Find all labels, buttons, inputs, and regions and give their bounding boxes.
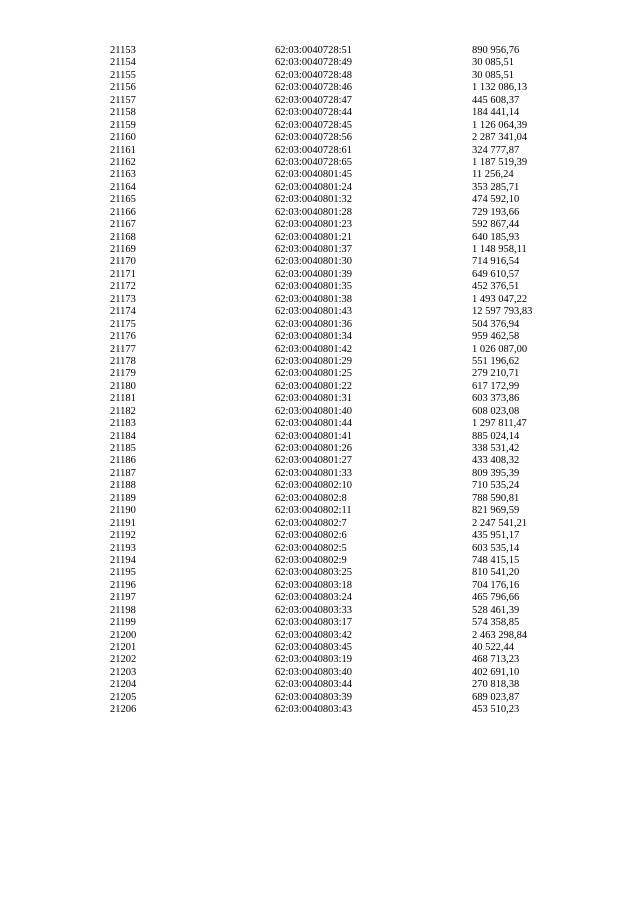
row-number: 21205 bbox=[110, 691, 137, 703]
cadastral-value: 959 462,58 bbox=[472, 331, 520, 343]
row-number: 21201 bbox=[110, 642, 137, 653]
row-number: 21165 bbox=[110, 194, 136, 206]
cadastral-value: 729 193,66 bbox=[472, 206, 520, 218]
table-row bbox=[110, 70, 590, 82]
table-row bbox=[110, 331, 590, 343]
table-row bbox=[110, 145, 590, 157]
cadastral-value: 279 210,71 bbox=[472, 368, 520, 380]
table-row bbox=[110, 219, 590, 231]
cadastral-number: 62:03:0040801:44 bbox=[275, 418, 353, 430]
table-row bbox=[110, 493, 590, 505]
table-row bbox=[110, 269, 590, 281]
row-number: 21155 bbox=[110, 69, 136, 81]
row-number: 21176 bbox=[110, 331, 136, 343]
cadastral-value: 30 085,51 bbox=[472, 69, 514, 81]
row-number: 21181 bbox=[110, 393, 136, 405]
cadastral-value: 445 608,37 bbox=[472, 94, 520, 106]
row-number: 21157 bbox=[110, 94, 136, 106]
row-number: 21202 bbox=[110, 654, 137, 666]
cadastral-value: 435 951,17 bbox=[472, 530, 520, 542]
row-number: 21196 bbox=[110, 579, 136, 591]
cadastral-value: 890 956,76 bbox=[472, 45, 520, 56]
table-row bbox=[110, 543, 590, 555]
table-row bbox=[110, 642, 590, 654]
cadastral-value: 452 376,51 bbox=[472, 281, 520, 293]
table-row bbox=[110, 232, 590, 244]
table-row bbox=[110, 281, 590, 293]
table-row bbox=[110, 381, 590, 393]
cadastral-number: 62:03:0040802:9 bbox=[275, 554, 347, 566]
cadastral-number: 62:03:0040801:28 bbox=[275, 206, 353, 218]
table-row bbox=[110, 679, 590, 691]
table-row bbox=[110, 132, 590, 144]
table-row bbox=[110, 107, 590, 119]
table-row bbox=[110, 45, 590, 57]
row-number: 21203 bbox=[110, 666, 137, 678]
table-row bbox=[110, 57, 590, 69]
table-row bbox=[110, 468, 590, 480]
table-row bbox=[110, 530, 590, 542]
cadastral-number: 62:03:0040801:22 bbox=[275, 380, 353, 392]
cadastral-value: 810 541,20 bbox=[472, 567, 520, 579]
table-row bbox=[110, 692, 590, 704]
table-row bbox=[110, 455, 590, 467]
cadastral-number: 62:03:0040801:21 bbox=[275, 231, 353, 243]
cadastral-value: 1 132 086,13 bbox=[472, 82, 528, 94]
cadastral-number: 62:03:0040728:45 bbox=[275, 119, 353, 131]
cadastral-value: 2 463 298,84 bbox=[472, 629, 528, 641]
row-number: 21173 bbox=[110, 293, 136, 305]
table-row bbox=[110, 294, 590, 306]
row-number: 21160 bbox=[110, 132, 136, 144]
row-number: 21166 bbox=[110, 206, 136, 218]
cadastral-number: 62:03:0040803:39 bbox=[275, 691, 353, 703]
cadastral-value: 528 461,39 bbox=[472, 604, 520, 616]
row-number: 21175 bbox=[110, 318, 136, 330]
row-number: 21186 bbox=[110, 455, 136, 467]
cadastral-number: 62:03:0040801:33 bbox=[275, 467, 353, 479]
cadastral-number: 62:03:0040801:27 bbox=[275, 455, 353, 467]
table-row bbox=[110, 182, 590, 194]
cadastral-value: 353 285,71 bbox=[472, 181, 520, 193]
table-row bbox=[110, 157, 590, 169]
cadastral-value: 574 358,85 bbox=[472, 617, 520, 629]
cadastral-value: 474 592,10 bbox=[472, 194, 520, 206]
cadastral-number: 62:03:0040803:25 bbox=[275, 567, 353, 579]
cadastral-value: 40 522,44 bbox=[472, 642, 514, 653]
cadastral-number: 62:03:0040728:46 bbox=[275, 82, 353, 94]
cadastral-number: 62:03:0040801:30 bbox=[275, 256, 353, 268]
cadastral-value: 402 691,10 bbox=[472, 666, 520, 678]
row-number: 21171 bbox=[110, 268, 136, 280]
cadastral-number: 62:03:0040801:24 bbox=[275, 181, 353, 193]
cadastral-number: 62:03:0040801:40 bbox=[275, 405, 353, 417]
table-row bbox=[110, 480, 590, 492]
row-number: 21162 bbox=[110, 156, 136, 168]
cadastral-number: 62:03:0040801:37 bbox=[275, 244, 353, 255]
cadastral-number: 62:03:0040728:48 bbox=[275, 69, 353, 81]
row-number: 21194 bbox=[110, 554, 136, 566]
cadastral-number: 62:03:0040802:10 bbox=[275, 480, 353, 492]
row-number: 21167 bbox=[110, 219, 136, 231]
table-row bbox=[110, 82, 590, 94]
cadastral-value: 809 395,39 bbox=[472, 467, 520, 479]
row-number: 21178 bbox=[110, 355, 136, 367]
cadastral-number: 62:03:0040801:29 bbox=[275, 355, 353, 367]
cadastral-number: 62:03:0040803:19 bbox=[275, 654, 353, 666]
table-row bbox=[110, 704, 590, 716]
cadastral-number: 62:03:0040801:35 bbox=[275, 281, 353, 293]
cadastral-number: 62:03:0040803:45 bbox=[275, 642, 353, 653]
cadastral-number: 62:03:0040801:45 bbox=[275, 169, 353, 181]
cadastral-value: 453 510,23 bbox=[472, 704, 520, 716]
table-row bbox=[110, 567, 590, 579]
table-row bbox=[110, 194, 590, 206]
table-row bbox=[110, 393, 590, 405]
cadastral-value: 704 176,16 bbox=[472, 579, 520, 591]
cadastral-number: 62:03:0040801:34 bbox=[275, 331, 353, 343]
cadastral-number: 62:03:0040728:61 bbox=[275, 144, 353, 156]
cadastral-number: 62:03:0040802:8 bbox=[275, 492, 347, 504]
cadastral-value: 2 287 341,04 bbox=[472, 132, 528, 144]
table-row bbox=[110, 169, 590, 181]
cadastral-value: 1 187 519,39 bbox=[472, 156, 528, 168]
row-number: 21195 bbox=[110, 567, 136, 579]
table-row bbox=[110, 654, 590, 666]
table-row bbox=[110, 207, 590, 219]
row-number: 21182 bbox=[110, 405, 136, 417]
row-number: 21200 bbox=[110, 629, 137, 641]
cadastral-number: 62:03:0040802:7 bbox=[275, 517, 347, 529]
row-number: 21168 bbox=[110, 231, 136, 243]
cadastral-number: 62:03:0040801:23 bbox=[275, 219, 353, 231]
cadastral-number: 62:03:0040803:40 bbox=[275, 666, 353, 678]
row-number: 21192 bbox=[110, 530, 136, 542]
table-row bbox=[110, 368, 590, 380]
table-row bbox=[110, 431, 590, 443]
row-number: 21164 bbox=[110, 181, 136, 193]
cadastral-value: 433 408,32 bbox=[472, 455, 520, 467]
cadastral-value: 640 185,93 bbox=[472, 231, 520, 243]
cadastral-number: 62:03:0040803:33 bbox=[275, 604, 353, 616]
cadastral-value: 184 441,14 bbox=[472, 107, 520, 119]
cadastral-number: 62:03:0040728:44 bbox=[275, 107, 353, 119]
cadastral-value: 468 713,23 bbox=[472, 654, 520, 666]
cadastral-value: 1 493 047,22 bbox=[472, 293, 528, 305]
table-row bbox=[110, 667, 590, 679]
cadastral-value: 2 247 541,21 bbox=[472, 517, 528, 529]
table-row bbox=[110, 418, 590, 430]
table-row bbox=[110, 443, 590, 455]
table-row bbox=[110, 580, 590, 592]
row-number: 21177 bbox=[110, 343, 136, 355]
row-number: 21163 bbox=[110, 169, 136, 181]
row-number: 21190 bbox=[110, 505, 136, 517]
cadastral-value: 617 172,99 bbox=[472, 380, 520, 392]
cadastral-number: 62:03:0040728:65 bbox=[275, 156, 353, 168]
cadastral-value: 1 148 958,11 bbox=[472, 244, 527, 255]
cadastral-value: 603 373,86 bbox=[472, 393, 520, 405]
cadastral-number: 62:03:0040801:42 bbox=[275, 343, 353, 355]
cadastral-number: 62:03:0040801:32 bbox=[275, 194, 353, 206]
cadastral-number: 62:03:0040801:39 bbox=[275, 268, 353, 280]
cadastral-number: 62:03:0040803:24 bbox=[275, 592, 353, 604]
cadastral-number: 62:03:0040728:49 bbox=[275, 57, 353, 69]
cadastral-value: 30 085,51 bbox=[472, 57, 514, 69]
cadastral-number: 62:03:0040803:17 bbox=[275, 617, 353, 629]
row-number: 21153 bbox=[110, 45, 136, 56]
cadastral-value: 710 535,24 bbox=[472, 480, 520, 492]
row-number: 21197 bbox=[110, 592, 136, 604]
cadastral-value: 603 535,14 bbox=[472, 542, 520, 554]
cadastral-number: 62:03:0040802:11 bbox=[275, 505, 352, 517]
table-row bbox=[110, 617, 590, 629]
row-number: 21187 bbox=[110, 467, 136, 479]
cadastral-number: 62:03:0040801:25 bbox=[275, 368, 353, 380]
cadastral-number: 62:03:0040802:6 bbox=[275, 530, 347, 542]
table-row bbox=[110, 120, 590, 132]
table-row bbox=[110, 518, 590, 530]
table-row bbox=[110, 244, 590, 256]
table-row bbox=[110, 344, 590, 356]
table-row bbox=[110, 555, 590, 567]
cadastral-value: 11 256,24 bbox=[472, 169, 514, 181]
cadastral-value: 465 796,66 bbox=[472, 592, 520, 604]
row-number: 21169 bbox=[110, 244, 136, 255]
row-number: 21170 bbox=[110, 256, 136, 268]
cadastral-value: 504 376,94 bbox=[472, 318, 520, 330]
cadastral-number: 62:03:0040803:44 bbox=[275, 679, 353, 691]
row-number: 21199 bbox=[110, 617, 136, 629]
cadastral-number: 62:03:0040803:42 bbox=[275, 629, 353, 641]
table-row bbox=[110, 95, 590, 107]
table-row bbox=[110, 319, 590, 331]
cadastral-number: 62:03:0040802:5 bbox=[275, 542, 347, 554]
row-number: 21188 bbox=[110, 480, 136, 492]
cadastral-value: 12 597 793,83 bbox=[472, 306, 533, 318]
row-number: 21179 bbox=[110, 368, 136, 380]
row-number: 21206 bbox=[110, 704, 137, 716]
row-number: 21180 bbox=[110, 380, 136, 392]
row-number: 21159 bbox=[110, 119, 136, 131]
cadastral-value: 821 969,59 bbox=[472, 505, 520, 517]
cadastral-value: 689 023,87 bbox=[472, 691, 520, 703]
cadastral-value: 649 610,57 bbox=[472, 268, 520, 280]
cadastral-value: 324 777,87 bbox=[472, 144, 520, 156]
row-number: 21198 bbox=[110, 604, 136, 616]
table-row bbox=[110, 406, 590, 418]
row-number: 21172 bbox=[110, 281, 136, 293]
cadastral-value-table bbox=[110, 45, 590, 717]
table-row bbox=[110, 630, 590, 642]
row-number: 21161 bbox=[110, 144, 136, 156]
cadastral-number: 62:03:0040801:26 bbox=[275, 443, 353, 454]
cadastral-number: 62:03:0040801:38 bbox=[275, 293, 353, 305]
table-row bbox=[110, 306, 590, 318]
cadastral-value: 592 867,44 bbox=[472, 219, 520, 231]
cadastral-value: 338 531,42 bbox=[472, 443, 520, 454]
table-row bbox=[110, 605, 590, 617]
row-number: 21185 bbox=[110, 443, 136, 454]
cadastral-value: 1 126 064,39 bbox=[472, 119, 528, 131]
cadastral-number: 62:03:0040803:43 bbox=[275, 704, 353, 716]
cadastral-number: 62:03:0040728:51 bbox=[275, 45, 353, 56]
cadastral-value: 551 196,62 bbox=[472, 355, 520, 367]
table-row bbox=[110, 592, 590, 604]
row-number: 21189 bbox=[110, 492, 136, 504]
row-number: 21191 bbox=[110, 517, 136, 529]
cadastral-value: 270 818,38 bbox=[472, 679, 520, 691]
row-number: 21174 bbox=[110, 306, 136, 318]
row-number: 21184 bbox=[110, 430, 136, 442]
cadastral-value: 608 023,08 bbox=[472, 405, 520, 417]
cadastral-value: 1 026 087,00 bbox=[472, 343, 528, 355]
row-number: 21156 bbox=[110, 82, 136, 94]
row-number: 21154 bbox=[110, 57, 136, 69]
cadastral-number: 62:03:0040801:36 bbox=[275, 318, 353, 330]
cadastral-number: 62:03:0040728:56 bbox=[275, 132, 353, 144]
table-row bbox=[110, 256, 590, 268]
cadastral-number: 62:03:0040801:41 bbox=[275, 430, 353, 442]
cadastral-value: 1 297 811,47 bbox=[472, 418, 527, 430]
cadastral-number: 62:03:0040801:43 bbox=[275, 306, 353, 318]
cadastral-value: 748 415,15 bbox=[472, 554, 520, 566]
row-number: 21158 bbox=[110, 107, 136, 119]
table-row bbox=[110, 356, 590, 368]
cadastral-value: 885 024,14 bbox=[472, 430, 520, 442]
row-number: 21204 bbox=[110, 679, 137, 691]
cadastral-value: 714 916,54 bbox=[472, 256, 520, 268]
table-row bbox=[110, 505, 590, 517]
row-number: 21193 bbox=[110, 542, 136, 554]
cadastral-number: 62:03:0040801:31 bbox=[275, 393, 353, 405]
row-number: 21183 bbox=[110, 418, 136, 430]
cadastral-number: 62:03:0040803:18 bbox=[275, 579, 353, 591]
cadastral-number: 62:03:0040728:47 bbox=[275, 94, 353, 106]
cadastral-value: 788 590,81 bbox=[472, 492, 520, 504]
